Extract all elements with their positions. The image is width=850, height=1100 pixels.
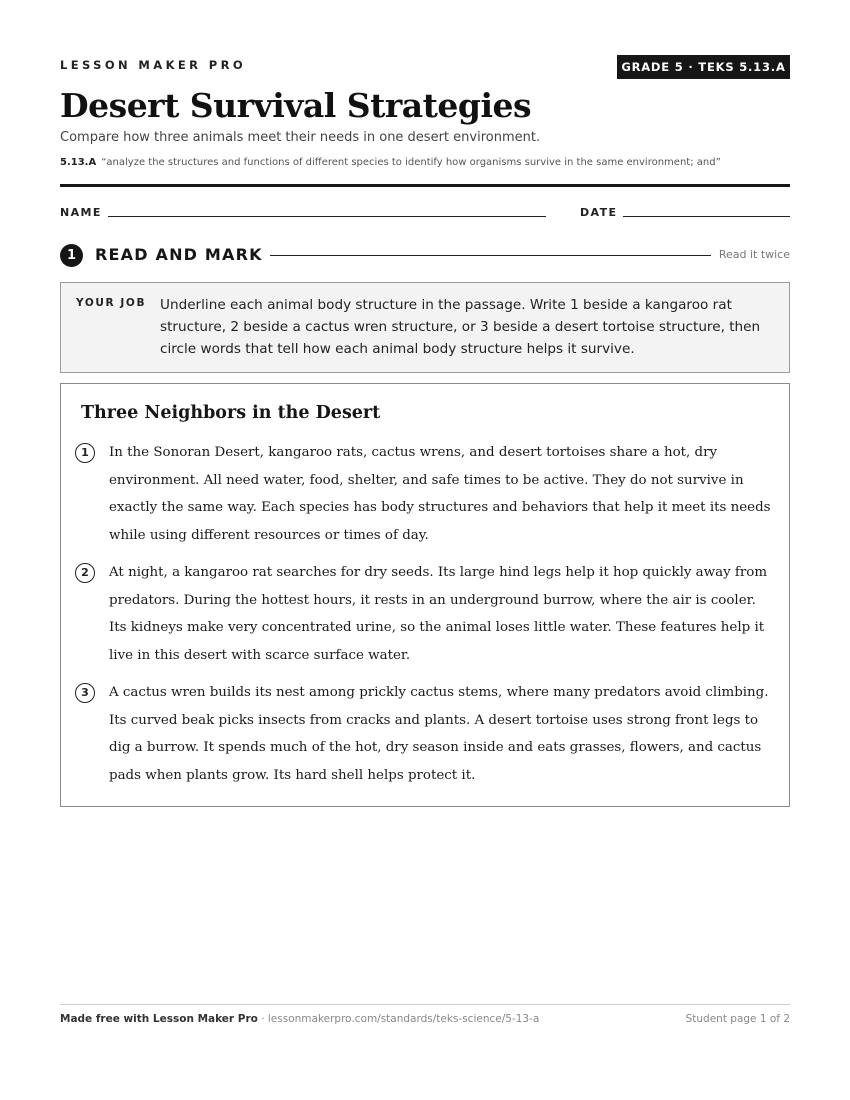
paragraph-text[interactable]: In the Sonoran Desert, kangaroo rats, cactus wrens, and desert tortoises share a hot, dry environment. All need water, food, shelter, and safe times to be active. They do not survive in exactly the same way. Each species has body structures and behaviors that help it meet its needs while using different resources or times of day. — [109, 445, 771, 543]
section-title: READ AND MARK — [95, 245, 263, 264]
standard-line — [60, 157, 721, 168]
paragraph-number: 3 — [75, 683, 95, 703]
section-divider — [270, 255, 711, 256]
footer-page-number: Student page 1 of 2 — [685, 1013, 790, 1025]
footer-divider — [60, 1004, 790, 1005]
passage-title: Three Neighbors in the Desert — [81, 403, 381, 423]
paragraph-text[interactable]: At night, a kangaroo rat searches for dry seeds. Its large hind legs help it hop quickly away from predators. During the hottest hours, it rests in an underground burrow, where the air is cooler. Its kidneys make very concentrated urine, so the animal loses little water. These features help it live in this desert with scarce surface water. — [109, 565, 768, 663]
reading-passage — [60, 383, 790, 807]
paragraph-text[interactable]: A cactus wren builds its nest among prickly cactus stems, where many predators avoid climbing. Its curved beak picks insects from cracks and plants. A desert tortoise uses strong front legs to dig a burrow. It spends much of the hot, dry season inside and eats grasses, flowers, and cactus pads when plants grow. Its hard shell helps protect it. — [109, 685, 769, 783]
instructions-label: YOUR JOB — [76, 297, 147, 309]
standard-code: 5.13.A — [60, 157, 97, 168]
section-hint: Read it twice — [718, 248, 790, 261]
name-field[interactable] — [108, 216, 546, 217]
grade-badge: GRADE 5 · TEKS 5.13.A — [617, 55, 790, 79]
paragraph-number: 2 — [75, 563, 95, 583]
footer-url[interactable]: · lessonmakerpro.com/standards/teks-science/5-13-a — [261, 1013, 540, 1025]
date-field[interactable] — [623, 216, 790, 217]
page-title: Desert Survival Strategies — [60, 86, 532, 125]
name-label: NAME — [60, 206, 102, 219]
page-subtitle: Compare how three animals meet their needs in one desert environment. — [60, 130, 541, 145]
date-label: DATE — [580, 206, 618, 219]
instructions-text: Underline each animal body structure in the passage. Write 1 beside a kangaroo rat structure, 2 beside a cactus wren structure, or 3 beside a desert tortoise structure, then circle words that tell how each animal body structure helps it survive. — [160, 297, 761, 357]
section-number-badge: 1 — [60, 244, 83, 267]
header-divider — [60, 184, 790, 187]
instructions-box — [60, 282, 790, 373]
footer-made-with: Made free with Lesson Maker Pro — [60, 1013, 258, 1025]
paragraph-number: 1 — [75, 443, 95, 463]
footer-credit — [60, 1013, 539, 1025]
brand-name: LESSON MAKER PRO — [60, 58, 247, 72]
standard-text: “analyze the structures and functions of different species to identify how organisms survive in the same environment; and” — [101, 157, 721, 168]
